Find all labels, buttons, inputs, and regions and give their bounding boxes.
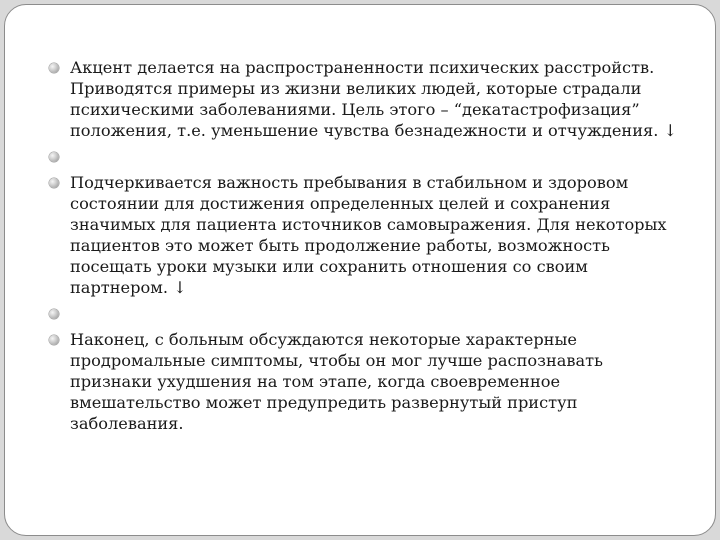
bullet-dot-icon — [49, 309, 59, 319]
bullet-dot-icon — [49, 63, 59, 73]
bullet-text: Наконец, с больным обсуждаются некоторые характерные продромальные симптомы, чтобы он мог лучше распознавать признаки ухудшения на том этапе, когда своевременное вмешательство может предупредить развернутый приступ заболевания. — [70, 330, 603, 433]
bullet-item — [49, 329, 689, 434]
bullet-list — [49, 57, 689, 439]
bullet-text: Акцент делается на распространенности психических расстройств. Приводятся примеры из жизни великих людей, которые страдали психическими заболеваниями. Цель этого – “декатастрофизация” положения, т.е. уменьшение чувства безнадежности и отчуждения. ↓ — [70, 58, 678, 140]
bullet-dot-icon — [49, 178, 59, 188]
bullet-item-empty — [49, 303, 689, 324]
bullet-dot-icon — [49, 152, 59, 162]
bullet-item — [49, 57, 689, 141]
slide-frame — [4, 4, 716, 536]
bullet-text: Подчеркивается важность пребывания в стабильном и здоровом состоянии для достижения определенных целей и сохранения значимых для пациента источников самовыражения. Для некоторых пациентов это может быть продолжение работы, возможность посещать уроки музыки или сохранить отношения со своим партнером. ↓ — [70, 173, 667, 297]
bullet-dot-icon — [49, 335, 59, 345]
bullet-item — [49, 172, 689, 298]
bullet-item-empty — [49, 146, 689, 167]
